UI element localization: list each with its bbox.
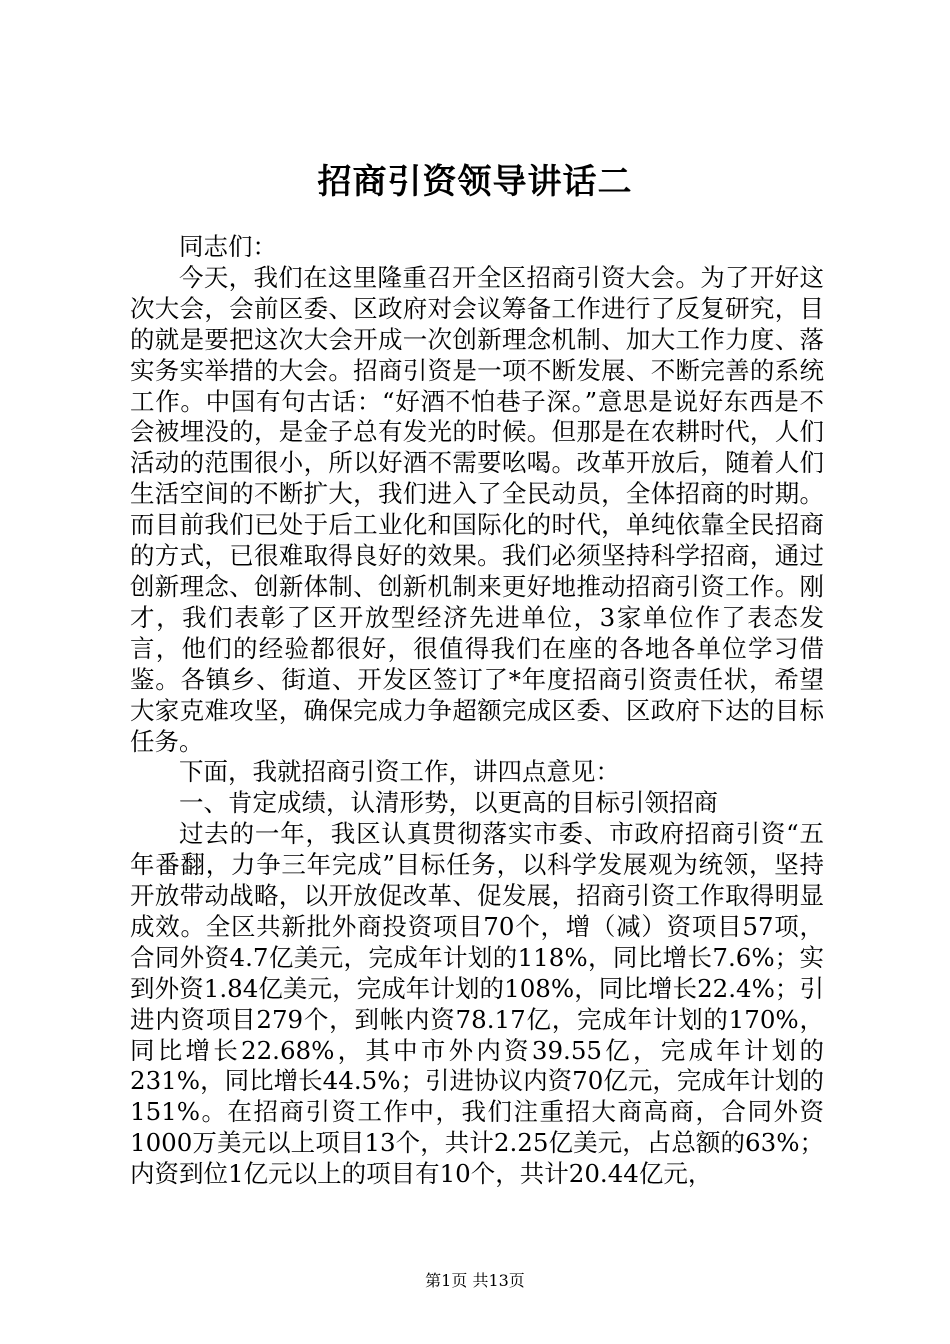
- body-paragraph: 下面，我就招商引资工作，讲四点意见：: [179, 757, 620, 787]
- section-heading: 一、肯定成绩，认清形势，以更高的目标引领招商: [179, 788, 718, 818]
- salutation-paragraph: 同志们：: [179, 232, 277, 261]
- body-paragraph: 过去的一年，我区认真贯彻落实市委、市政府招商引资“五年番翻，力争三年完成”目标任务，以科学发展观为统领，坚持开放带动战略，以开放促改革、促发展，招商引资工作取得明显成效。全区共新批外商投资项目70个，增（减）资项目57项，合同外资4.7亿美元，完成年计划的118%，同比增长7.6%；实到外资1.84亿美元，完成年计划的108%，同比增长22.4%；引进内资项目279个，到帐内资78.17亿，完成年计划的170%，同比增长22.68%，其中市外内资39.55亿，完成年计划的231%，同比增长44.5%；引进协议内资70亿元，完成年计划的151%。在招商引资工作中，我们注重招大商高商，合同外资1000万美元以上项目13个，共计2.25亿美元，占总额的63%；内资到位1亿元以上的项目有10个，共计20.44亿元，: [130, 819, 824, 1189]
- document-body: [130, 232, 824, 1190]
- page-footer: 第1页 共13页: [425, 1271, 525, 1290]
- document-title: 招商引资领导讲话二: [317, 162, 633, 202]
- body-paragraph: 今天，我们在这里隆重召开全区招商引资大会。为了开好这次大会，会前区委、区政府对会议筹备工作进行了反复研究，目的就是要把这次大会开成一次创新理念机制、加大工作力度、落实务实举措的大会。招商引资是一项不断发展、不断完善的系统工作。中国有句古话：“好酒不怕巷子深。”意思是说好东西是不会被埋没的，是金子总有发光的时候。但那是在农耕时代，人们活动的范围很小，所以好酒不需要吆喝。改革开放后，随着人们生活空间的不断扩大，我们进入了全民动员，全体招商的时期。而目前我们已处于后工业化和国际化的时代，单纯依靠全民招商的方式，已很难取得良好的效果。我们必须坚持科学招商，通过创新理念、创新体制、创新机制来更好地推动招商引资工作。刚才，我们表彰了区开放型经济先进单位，3家单位作了表态发言，他们的经验都很好，很值得我们在座的各地各单位学习借鉴。各镇乡、街道、开发区签订了*年度招商引资责任状，希望大家克难攻坚，确保完成力争超额完成区委、区政府下达的目标任务。: [130, 262, 824, 756]
